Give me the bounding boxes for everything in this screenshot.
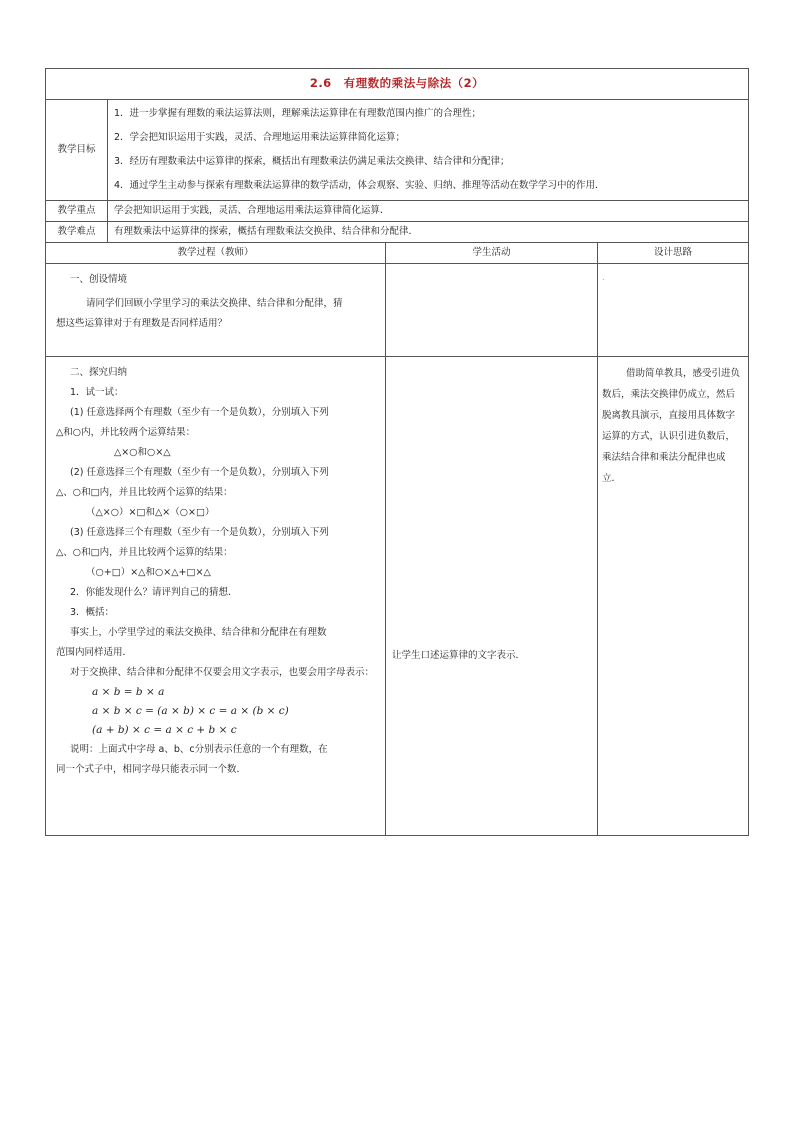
section1-student-cell [386, 264, 598, 357]
section1-heading: 一、创设情境 [70, 274, 128, 285]
question-expression: △×○和○×△ [114, 447, 171, 458]
objective-item: 2．学会把知识运用于实践，灵活、合理地运用乘法运算律简化运算； [114, 132, 406, 143]
section2-heading: 二、探究归纳 [70, 367, 128, 378]
student-activity-text: 让学生口述运算律的文字表示． [392, 650, 526, 661]
section2-student-cell [386, 357, 598, 836]
column-header-teacher: 教学过程（教师） [46, 243, 386, 264]
question-line: (1) 任意选择两个有理数（至少有一个是负数），分别填入下列 [70, 407, 329, 418]
summary-line: 范围内同样适用． [56, 647, 133, 658]
summary-line: 事实上，小学里学过的乘法交换律、结合律和分配律在有理数 [70, 627, 327, 638]
design-mark: . [602, 273, 605, 282]
distributive-law: (a + b) × c = a × c + b × c [92, 724, 237, 736]
difficulty-text: 有理数乘法中运算律的探索，概括有理数乘法交换律、结合律和分配律． [108, 222, 749, 243]
column-header-design: 设计思路 [598, 243, 749, 264]
lesson-plan-sheet [45, 68, 748, 836]
page-title: 2.6 有理数的乘法与除法（2） [46, 69, 749, 100]
question-line: (2) 任意选择三个有理数（至少有一个是负数），分别填入下列 [70, 467, 329, 478]
section1-text-line: 想这些运算律对于有理数是否同样适用？ [56, 318, 228, 329]
letters-line: 对于交换律、结合律和分配律不仅要会用文字表示，也要会用字母表示： [70, 667, 375, 678]
section2-teacher-cell [46, 357, 386, 836]
question-line: (3) 任意选择三个有理数（至少有一个是负数），分别填入下列 [70, 527, 329, 538]
objectives-list [108, 100, 749, 201]
question-expression: （○+□）×△和○×△+□×△ [86, 567, 211, 578]
question-expression: （△×○）×□和△×（○×□） [86, 507, 215, 518]
question-line: △和○内，并比较两个运算结果： [56, 427, 196, 438]
design-text: 借助简单教具，感受引进负数后，乘法交换律仍成立，然后脱离教具演示，直接用具体数字运算的方式，认识引进负数后，乘法结合律和乘法分配律也成立． [602, 368, 741, 484]
summary-title: 3．概括： [70, 607, 115, 618]
section1-text-line: 请同学们回顾小学里学习的乘法交换律、结合律和分配律，猜 [86, 298, 343, 309]
lesson-plan-table [45, 68, 749, 836]
section2-design-cell [598, 357, 749, 836]
key-point-label: 教学重点 [46, 201, 108, 222]
note-line: 说明：上面式中字母 a、b、c分别表示任意的一个有理数，在 [70, 744, 328, 755]
difficulty-label: 教学难点 [46, 222, 108, 243]
question-line: △、○和□内，并且比较两个运算的结果： [56, 547, 233, 558]
key-point-text: 学会把知识运用于实践，灵活、合理地运用乘法运算律简化运算． [108, 201, 749, 222]
commutative-law: a × b = b × a [92, 686, 165, 698]
associative-law: a × b × c = (a × b) × c = a × (b × c) [92, 705, 289, 717]
objective-item: 1．进一步掌握有理数的乘法运算法则，理解乘法运算律在有理数范围内推广的合理性； [114, 108, 482, 119]
section1-design-cell [598, 264, 749, 357]
objectives-label: 教学目标 [46, 100, 108, 201]
question-line: △、○和□内，并且比较两个运算的结果： [56, 487, 233, 498]
column-header-student: 学生活动 [386, 243, 598, 264]
note-line: 同一个式子中，相同字母只能表示同一个数． [56, 764, 247, 775]
objective-item: 3．经历有理数乘法中运算律的探索，概括出有理数乘法仍满足乘法交换律、结合律和分配律； [114, 156, 510, 167]
try-title: 1．试一试： [70, 387, 124, 398]
find-prompt: 2．你能发现什么？请评判自己的猜想． [70, 587, 238, 598]
objective-item: 4．通过学生主动参与探索有理数乘法运算律的数学活动，体会观察、实验、归纳、推理等活动在数学学习中的作用． [114, 180, 605, 191]
section1-teacher-cell [46, 264, 386, 357]
